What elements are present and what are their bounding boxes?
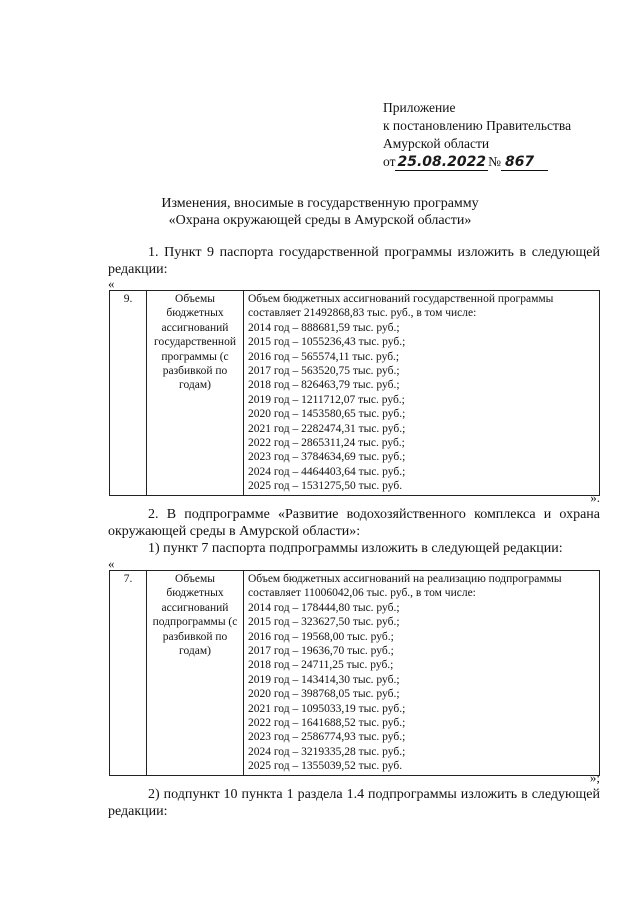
program-table-2 <box>109 570 600 776</box>
funding-intro: Объем бюджетных ассигнований государственной программы составляет 21492868,83 тыс. руб., в том числе: <box>248 293 554 320</box>
year-line: 2016 год – 565574,11 тыс. руб.; <box>248 350 400 363</box>
year-line: 2020 год – 1453580,65 тыс. руб.; <box>248 408 406 421</box>
year-line: 2025 год – 1531275,50 тыс. руб. <box>248 480 403 493</box>
appendix-line: к постановлению Правительства <box>383 118 572 133</box>
year-line: 2015 год – 1055236,43 тыс. руб.; <box>248 336 406 349</box>
year-line: 2016 год – 19568,00 тыс. руб.; <box>248 630 394 643</box>
year-line: 2024 год – 3219335,28 тыс. руб.; <box>248 745 406 758</box>
program-table-1 <box>109 290 600 496</box>
row-number: 7. <box>110 571 147 776</box>
title-line: «Охрана окружающей среды в Амурской области» <box>168 213 472 228</box>
year-line: 2023 год – 2586774,93 тыс. руб.; <box>248 731 406 744</box>
row-content <box>244 291 600 496</box>
year-line: 2014 год – 178444,80 тыс. руб.; <box>248 601 400 614</box>
year-line: 2019 год – 143414,30 тыс. руб.; <box>248 673 400 686</box>
year-line: 2024 год – 4464403,64 тыс. руб.; <box>248 465 406 478</box>
close-quote: ». <box>590 490 600 505</box>
handwritten-number: 867 <box>501 154 548 171</box>
paragraph-4: 2) подпункт 10 пункта 1 раздела 1.4 подпрограммы изложить в следующей редакции: <box>108 787 600 819</box>
year-line: 2020 год – 398768,05 тыс. руб.; <box>248 688 400 701</box>
paragraph-1: 1. Пункт 9 паспорта государственной программы изложить в следующей редакции: <box>108 245 600 277</box>
row-number: 9. <box>110 291 147 496</box>
open-quote: « <box>108 556 115 571</box>
year-line: 2014 год – 888681,59 тыс. руб.; <box>248 321 400 334</box>
appendix-date-line <box>383 153 571 171</box>
number-sign: № <box>488 154 501 169</box>
year-line: 2021 год – 1095033,19 тыс. руб.; <box>248 702 406 715</box>
year-line: 2017 год – 563520,75 тыс. руб.; <box>248 365 400 378</box>
year-line: 2017 год – 19636,70 тыс. руб.; <box>248 645 394 658</box>
appendix-line: Приложение <box>383 100 456 115</box>
handwritten-date: 25.08.2022 <box>397 154 487 170</box>
appendix-line: Амурской области <box>383 136 490 151</box>
year-line: 2025 год – 1355039,52 тыс. руб. <box>248 760 403 773</box>
year-line: 2018 год – 24711,25 тыс. руб.; <box>248 659 394 672</box>
year-line: 2023 год – 3784634,69 тыс. руб.; <box>248 451 406 464</box>
table-row <box>110 291 600 496</box>
appendix-header <box>383 99 571 171</box>
year-line: 2015 год – 323627,50 тыс. руб.; <box>248 616 400 629</box>
document-title <box>0 195 640 229</box>
paragraph-2: 2. В подпрограмме «Развитие водохозяйственного комплекса и охрана окружающей среды в Амурской области»: <box>108 507 600 539</box>
year-line: 2019 год – 1211712,07 тыс. руб.; <box>248 393 405 406</box>
funding-intro: Объем бюджетных ассигнований на реализацию подпрограммы составляет 11006042,06 тыс. руб., в том числе: <box>248 573 562 600</box>
year-line: 2018 год – 826463,79 тыс. руб.; <box>248 379 400 392</box>
year-line: 2022 год – 1641688,52 тыс. руб.; <box>248 717 406 730</box>
row-content <box>244 571 600 776</box>
table-row <box>110 571 600 776</box>
open-quote: « <box>108 276 115 291</box>
row-name: Объемы бюджетных ассигнований государственной программы (с разбивкой по годам) <box>147 291 244 496</box>
paragraph-3: 1) пункт 7 паспорта подпрограммы изложить в следующей редакции: <box>148 541 563 556</box>
close-quote: »; <box>589 770 600 785</box>
row-name: Объемы бюджетных ассигнований подпрограммы (с разбивкой по годам) <box>147 571 244 776</box>
year-line: 2022 год – 2865311,24 тыс. руб.; <box>248 437 405 450</box>
title-line: Изменения, вносимые в государственную программу <box>161 196 479 211</box>
date-prefix: от <box>383 154 396 169</box>
year-line: 2021 год – 2282474,31 тыс. руб.; <box>248 422 406 435</box>
